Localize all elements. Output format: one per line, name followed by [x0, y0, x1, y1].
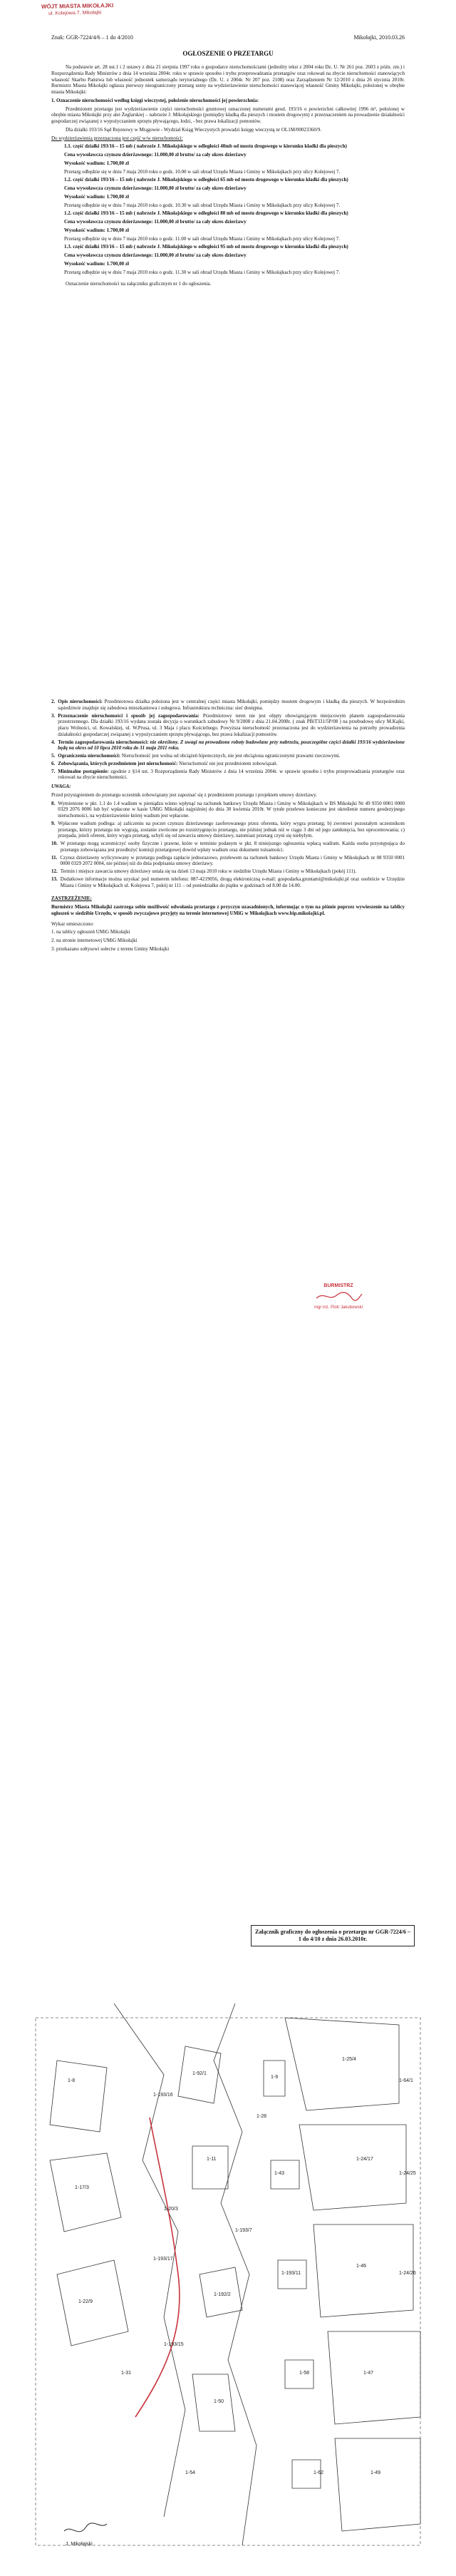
parcel-label: 1-192/2 [214, 2292, 231, 2297]
signature-name: mgr inż. Piotr Jakubowski [314, 1305, 363, 1310]
clause-number: 4. [51, 739, 56, 745]
lot-heading: 1.3. część działki 193/16 – 15 mb ( nabrzeże J. Mikołajskiego w odległości 95 mb od mostu drogowego w kierunku kładki dla pieszych) [64, 244, 348, 250]
parcel-label: 1-46 [356, 2264, 367, 2269]
clause-heading: Przeznaczenie nieruchomości i sposób jej zagospodarowania: [58, 712, 200, 719]
section1-p3: Do wydzierżawienia przeznaczona jest część w/w nieruchomości: [51, 135, 183, 141]
office-stamp [41, 2, 114, 17]
listing-heading: Wykaz umieszczono: [51, 920, 94, 927]
listing-item: 1. na tablicy ogłoszeń UMiG Mikołajki [51, 929, 130, 935]
lot-heading: 1.1. część działki 193/16 – 15 mb ( nabrzeże J. Mikołajskiego w odległości 40mb od mostu drogowego w kierunku kładki dla pieszych) [64, 143, 347, 150]
lot-price: Cena wywoławcza czynszu dzierżawnego: 11.000,00 zł brutto/ za cały okres dzierżawy [64, 152, 247, 158]
parcel-label: 1-9 [271, 2075, 279, 2080]
clause-number: 13. [51, 876, 58, 882]
clause-12 [51, 868, 405, 875]
section1-p1: Przedmiotem przetargu jest wydzierżawienie części nieruchomości gruntowej oznaczonej numerami geod. 193/16 o powierzchni całkowitej 1996 m², położonej w obrębie miasta Mikołajki przy alei Żeglarskiej – nabrzeże J. Mikołajskiego (pomiędzy kładką dla pieszych i mostem drogowym) z przeznaczeniem na prowadzenie działalności gospodarczej związanej z wypożyczaniem sprzętu pływającego, łodzi, - bez prawa lokalizacji pomostów. [51, 106, 405, 124]
clause-text: Nieruchomość nie jest przedmiotem zobowiązań. [179, 760, 278, 766]
page-1 [0, 0, 456, 499]
stamp-line2: ul. Kolejowa 7, Mikołajki [48, 10, 102, 17]
clause-5 [51, 753, 405, 759]
attachment-title-box [251, 1925, 415, 1946]
map-drawing [0, 1975, 456, 2574]
lot-deposit: Wysokość wadium: 1.700,00 zł [64, 160, 129, 166]
clause-number: 6. [51, 760, 56, 766]
clause-number: 8. [51, 800, 56, 806]
reference-number: Znak: GGR-7224/4/6 – 1 do 4/2010 [51, 34, 133, 41]
parcel-label: 1-193/15 [164, 2342, 184, 2347]
parcel-label: 1-43 [274, 2171, 285, 2176]
clause-text: Termin i miejsce zawarcia umowy dzierżawy ustala się na dzień 13 maja 2010 roku w siedzibie Urzędu Miasta i Gminy w Mikołajkach (pokój 111). [60, 868, 357, 874]
reservation-heading: ZASTRZEŻENIE: [51, 896, 92, 902]
lot-price: Cena wywoławcza czynszu dzierżawnego: 11.000,00 zł brutto/ za cały okres dzierżawy [64, 185, 247, 191]
parcel-label: 1-54 [185, 2470, 196, 2475]
handwritten-signature [314, 1290, 363, 1303]
listing-item-text: na stronie internetowej UMiG Mikołajki [56, 938, 138, 943]
parcel-label: 1-47 [363, 2371, 374, 2376]
parcel-label: 1-24/17 [356, 2157, 373, 2162]
clause-number: 5. [51, 753, 56, 759]
clause-heading: Opis nieruchomości: [58, 699, 103, 704]
signature-block [314, 1283, 363, 1310]
clause-heading: Zobowiązania, których przedmiotem jest nieruchomość: [58, 760, 178, 766]
clause-text: Nieruchomość jest wolna od obciążeń hipotecznych, nie jest obciążona ograniczonymi prawami rzeczowymi. [121, 753, 341, 759]
notice-body [51, 64, 405, 289]
intro-text: Na podstawie art. 28 ust.1 i 2 ustawy z dnia 21 sierpnia 1997 roku o gospodarce nieruchomościami (jednolity tekst z 2004 roku Dz. U. Nr 261 poz. 2603 z późn. zm.) i Rozporządzenia Rady Ministrów z dnia 14 września 2004r. roku w sprawie sposobu i trybu przeprowadzania przetargów oraz rokowań na zbycie nieruchomości stanowiących własność Skarbu Państwa lub własność jednostek samorządu terytorialnego (Dz. U. z 2004r. Nr 207 poz. 2108) oraz Zarządzeniem Nr 12/2010 z dnia 26 stycznia 2010r. Burmistrz Miasta Mikołajki ogłasza pierwszy nieograniczony przetarg ustny na wydzierżawienie nieruchomości stanowiącej własność Gminy Mikołajki, położonej w obrębie miasta Mikołajki: [51, 64, 405, 95]
clause-6 [51, 761, 405, 767]
lot-info: Przetarg odbędzie się w dniu 7 maja 2010 roku o godz. 11.00 w sali obrad Urzędu Miasta i Gminy w Mikołajkach przy ulicy Kolejowej 7. [64, 235, 341, 242]
parcel-label: 1-92/1 [192, 2071, 207, 2076]
clause-text: Przedmiotowy teren nie jest objęty obowiązującym miejscowym planem zagospodarowania przestrzennego. Dla działki 193/16 wydana została decyzja o warunkach zabudowy Nr 9/2008 z dnia 21.04.2008r. ( znak PBiT331/5P/08 ) na przebudowę ulicy M.Kajki, placu Wolności, ul. Kowalskiej, ul. W.Prusa, ul. 3 Maja i placu Kościelnego. Powyższa nieruchomość przeznaczona jest do wydzierżawienia na potrzeby prowadzenia działalności gospodarczej związanej z wypożyczaniem sprzętu pływającego, bez prawa lokalizacji pomostów. [58, 712, 405, 737]
parcel-label: 1-193/17 [153, 2257, 173, 2262]
clause-10 [51, 841, 405, 853]
parcel-label: 1-193/16 [153, 2093, 173, 2098]
listing-item: 2. na stronie internetowej UMiG Mikołajki [51, 938, 138, 943]
clause-2 [51, 699, 405, 712]
lot-deposit: Wysokość wadium: 1.700,00 zł [64, 193, 129, 200]
clause-text: Dodatkowe informacje można uzyskać pod numerem telefonu: 087-4219056, drogą elektroniczną e-mail: gospodarka.gruntami@mikolajki.pl oraz osobiście w Urzędzie Miasta i Gminy w Mikołajkach ul. Kolejowa 7, pokój nr 111 – od poniedziałku do piątku w godzinach od 8.00 do 14.00. [60, 876, 405, 888]
listing-item-text: na tablicy ogłoszeń UMiG Mikołajki [56, 929, 130, 935]
parcel-label: 1-28 [256, 2114, 267, 2119]
clause-text: Wymienione w pkt. 1.1 do 1.4 wadium w pieniądzu winno wpłynąć na rachunek bankowy Urzędu Miasta i Gminy w Mikołajkach w BS Mikołajki Nr 49 9350 0001 0000 0329 2076 0006 lub być wpłacone w kasie UMiG Mikołajki najpóźniej do dnia 30 kwietnia 2010r. W tytule przelewu konieczne jest określenie numeru geodezyjnego nieruchomości, na wydzierżawienie której wadium jest wpłacone. [58, 800, 405, 819]
map-note: Oznaczenie nieruchomości na załączniku graficznym nr 1 do ogłoszenia. [66, 281, 212, 287]
clause-7 [51, 769, 405, 781]
section1-heading: 1. Oznaczenie nieruchomości według księgi wieczystej, położenie nieruchomości jej powierzchnia: [51, 97, 259, 103]
parcel-label: 1-62 [314, 2470, 324, 2475]
notice-body-2 [51, 699, 405, 955]
reservation-text: Burmistrz Miasta Mikołajki zastrzega sobie możliwość odwołania przetargu z przyczyn uzasadnionych, informując o tym na piśmie poprzez wywieszenie na tablicy ogłoszeń w siedzibie Urzędu, w sposób zwyczajowo przyjęty na terenie internetowej UMiG w Mikołajkach www.bip.mikolajki.pl. [51, 904, 405, 916]
clause-number: 9. [51, 820, 56, 826]
clause-text: Wpłacone wadium podlega: a) zaliczeniu na poczet czynszu dzierżawnego zaoferowanego przez oferenta, który wygra przetarg; b) zwrotowi pozostałym uczestnikom przetargu, którzy przetargu nie wygrają, zostanie zwrócone po rozstrzygnięciu przetargu, nie później jednak niż w ciągu 3 dni od jego zamknięcia, bez oprocentowania; c) przepada, jeżeli oferent, który wygra przetarg, uchyli się od zawarcia umowy dzierżawy, natomiast przetarg czyni się niebyłym. [58, 820, 405, 839]
parcel-label: 1-49 [370, 2470, 381, 2475]
parcel-label: 1-22/9 [78, 2299, 93, 2304]
clause-text: Przedmiotowa działka położona jest w centralnej części miasta Mikołajki, pomiędzy mostem drogowym i kładką dla pieszych. W bezpośrednim sąsiedztwie znajduje się zabudowa mieszkaniowa i usługowa. Infrastruktura techniczna: sieć dostępna. [58, 699, 405, 711]
lot-price: Cena wywoławcza czynszu dzierżawnego: 11.000,00 zł brutto/ za cały okres dzierżawy [64, 252, 247, 258]
lot-4 [64, 244, 405, 275]
map-signature-mark [64, 2523, 107, 2532]
lot-info: Przetarg odbędzie się w dniu 7 maja 2010 roku o godz. 10.30 w sali obrad Urzędu Miasta i Gminy w Mikołajkach przy ulicy Kolejowej 7. [64, 202, 341, 208]
parcel-label: 1-64/1 [399, 2078, 413, 2083]
parcel-label: 1-24/25 [399, 2171, 416, 2176]
clause-text: W przetargu mogą uczestniczyć osoby fizyczne i prawne, które w terminie podanym w pkt. 8 niniejszego ogłoszenia wpłacą wadium. Każda osoba przystępująca do przetargu zobowiązana jest przedłożyć komisji przetargowej dowód wpłaty wadium oraz dokument tożsamości. [60, 841, 405, 853]
clause-text: zgodnie z §14 ust. 3 Rozporządzenia Rady Ministrów z dnia 14 września 2004r. w sprawie sposobu i trybu przeprowadzania przetargów oraz rokowań na zbycie nieruchomości. [58, 768, 405, 781]
parcel-label: 1-50 [214, 2399, 224, 2404]
listing-item: 3. przekazano sołtysowi sołectw z terenu Gminy Mikołajki [51, 945, 170, 952]
clause-4 [51, 739, 405, 752]
clause-number: 12. [51, 868, 58, 874]
clause-13 [51, 876, 405, 889]
parcel-label: 1-193/11 [281, 2271, 301, 2276]
lot-heading: 1.2. część działki 193/16 – 15 mb ( nabrzeże J. Mikołajskiego w odległości 65 mb od mostu drogowego w kierunku kładki dla pieszych) [64, 177, 348, 183]
clause-text: Czynsz dzierżawny wylicytowany w przetargu podlega zapłacie jednorazowo, przelewem na rachunek bankowy Urzędu Miasta i Gminy w Mikołajkach nr 08 9350 0001 0000 0329 2072 0004, nie później niż do dnia podpisania umowy dzierżawy. [60, 854, 405, 867]
section1-p2: Dla działki 193/16 Sąd Rejonowy w Mrągowie - Wydział Ksiąg Wieczystych prowadzi księgę wieczystą nr OL1M/00023360/9. [66, 126, 322, 133]
parcel-label: 1-8 [68, 2078, 76, 2083]
clause-heading: Minimalne postąpienie: [58, 768, 109, 774]
lot-deposit: Wysokość wadium: 1.700,00 zł [64, 227, 129, 233]
page-title: OGŁOSZENIE O PRZETARGU [182, 50, 274, 57]
note-heading: UWAGA: [51, 784, 71, 789]
clause-8 [51, 801, 405, 819]
clause-text: nie określony. Z uwagi na prowadzone roboty budowlane przy nabrzeżu, poszczególne części działki 193/16 wydzierżawione będą na okres od 10 lipca 2010 roku do 31 maja 2011 roku. [58, 739, 405, 751]
clause-number: 2. [51, 699, 56, 704]
stamp-line1: WÓJT MIASTA MIKOŁAJKI [41, 2, 114, 10]
listing-item-text: przekazano sołtysowi sołectw z terenu Gminy Mikołajki [56, 945, 170, 952]
note-text: Przed przystąpieniem do przetargu uczestnik zobowiązany jest zapoznać się z przedmiotem przetargu i projektem umowy dzierżawy. [51, 791, 317, 798]
parcel-label: 1-193/7 [235, 2228, 252, 2233]
parcel-label: 1-20/3 [164, 2207, 178, 2212]
lot-deposit: Wysokość wadium: 1.700,00 zł [64, 260, 129, 267]
parcel-label: 1-24/26 [399, 2271, 416, 2276]
clause-number: 7. [51, 768, 56, 774]
map-sign-text: J. Mikołajski [66, 2542, 93, 2547]
place-date: Mikołajki, 2010.03.26 [353, 34, 405, 41]
parcel-label: 1-31 [121, 2371, 132, 2376]
lot-info: Przetarg odbędzie się w dniu 7 maja 2010 roku o godz. 11.30 w sali obrad Urzędu Miasta i Gminy w Mikołajkach przy ulicy Kolejowej 7. [64, 269, 341, 275]
parcel-label: 1-58 [299, 2371, 310, 2376]
signature-title: BURMISTRZ [323, 1283, 353, 1288]
lot-3 [64, 210, 405, 242]
parcel-label: 1-17/3 [75, 2185, 89, 2190]
lot-heading: 1.2. część działki 193/16 – 15 mb ( nabrzeże J. Mikołajskiego w odległości 80 mb od mostu drogowego w kierunku kładki dla pieszych) [64, 210, 348, 217]
header [51, 34, 405, 41]
lot-2 [64, 177, 405, 208]
clause-number: 3. [51, 712, 56, 719]
parcel-label: 1-11 [207, 2157, 217, 2162]
cadastral-map [0, 1975, 456, 2574]
clause-3 [51, 713, 405, 738]
parcel-label: 1-25/4 [342, 2057, 356, 2062]
clause-number: 10. [51, 841, 58, 846]
clause-heading: Termin zagospodarowania nieruchomości: [58, 739, 149, 745]
page-2 [0, 699, 456, 1397]
lot-price: Cena wywoławcza czynszu dzierżawnego: 11.000,00 zł brutto/ za cały okres dzierżawy [64, 219, 247, 225]
lot-info: Przetarg odbędzie się w dniu 7 maja 2010 roku o godz. 10.00 w sali obrad Urzędu Miasta i Gminy w Mikołajkach przy ulicy Kolejowej 7. [64, 168, 341, 175]
attachment-title: Załącznik graficzny do ogłoszenia o przetargu nr GGR-7224/6 – 1 do 4/10 z dnia 26.03.2010r. [254, 1929, 411, 1942]
clause-number: 11. [51, 854, 58, 861]
highlighted-parcel-boundary [135, 2118, 180, 2417]
lot-1 [64, 143, 405, 175]
clause-9 [51, 821, 405, 839]
clause-11 [51, 855, 405, 868]
clause-heading: Ograniczenia nieruchomości: [58, 753, 120, 759]
